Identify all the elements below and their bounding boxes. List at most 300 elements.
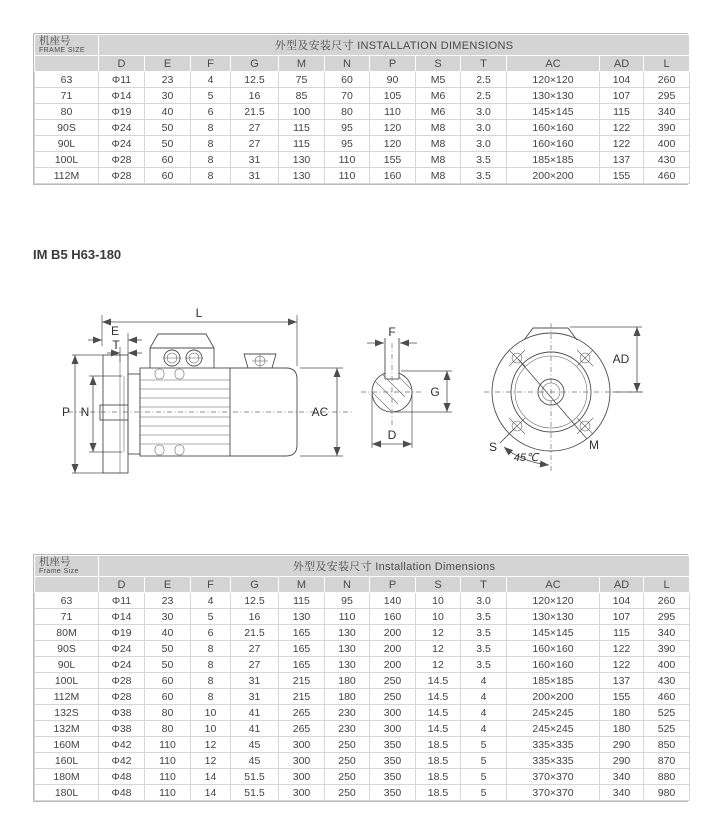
table-cell: 110 [145, 737, 191, 753]
table-cell: 100L [35, 673, 99, 689]
table-cell: 80 [325, 104, 370, 120]
table-cell: Φ48 [99, 785, 145, 801]
table-cell: 3.0 [461, 136, 507, 152]
table-cell: 200 [370, 625, 416, 641]
table-cell: 160×160 [507, 657, 600, 673]
table-cell: 10 [416, 593, 461, 609]
table-cell: 390 [644, 120, 690, 136]
column-header: L [644, 577, 690, 593]
motor-side-view [62, 306, 352, 473]
table-cell: 185×185 [507, 673, 600, 689]
table-row [35, 168, 690, 184]
table-row [35, 593, 690, 609]
table-cell: 200×200 [507, 689, 600, 705]
table-cell: 250 [325, 769, 370, 785]
table-cell: 104 [600, 72, 644, 88]
table-cell: 41 [231, 705, 279, 721]
table-cell: Φ28 [99, 689, 145, 705]
table-cell: M8 [416, 168, 461, 184]
table-cell: 215 [279, 673, 325, 689]
table-cell: 80 [145, 721, 191, 737]
table-cell: 8 [191, 689, 231, 705]
table-cell: 31 [231, 168, 279, 184]
table-cell: 295 [644, 609, 690, 625]
frame-size-label-zh: 机座号 [39, 34, 71, 47]
table-cell: 2.5 [461, 88, 507, 104]
table-cell: 18.5 [416, 769, 461, 785]
dim-label-T: T [112, 338, 120, 352]
table-cell: Φ28 [99, 152, 145, 168]
bolt-hole-icon [577, 418, 593, 434]
table-cell: 245×245 [507, 705, 600, 721]
table-cell: 80M [35, 625, 99, 641]
table-cell: 130 [325, 625, 370, 641]
table-cell: 115 [600, 625, 644, 641]
table-cell: 120×120 [507, 72, 600, 88]
table-cell: 5 [461, 785, 507, 801]
column-header: S [416, 577, 461, 593]
table-cell: 12.5 [231, 72, 279, 88]
table-cell: 8 [191, 136, 231, 152]
table-cell: M6 [416, 104, 461, 120]
table-cell: 350 [370, 737, 416, 753]
table-cell: 45 [231, 753, 279, 769]
column-header: S [416, 56, 461, 72]
table-cell: 160×160 [507, 641, 600, 657]
table-cell: 31 [231, 152, 279, 168]
table-cell: 16 [231, 88, 279, 104]
table-cell: 90 [370, 72, 416, 88]
table-row [35, 785, 690, 801]
table-cell: 4 [191, 593, 231, 609]
table-cell: 18.5 [416, 753, 461, 769]
table-cell: 180 [600, 705, 644, 721]
column-header: AD [600, 577, 644, 593]
table-title-row [35, 35, 690, 56]
table-row [35, 152, 690, 168]
table-cell: 6 [191, 625, 231, 641]
table-cell: 525 [644, 721, 690, 737]
table-cell: 180 [600, 721, 644, 737]
table-cell: 390 [644, 641, 690, 657]
table-cell: Φ14 [99, 88, 145, 104]
column-header-row [35, 56, 690, 72]
table-cell: 120 [370, 120, 416, 136]
table-cell: 110 [325, 168, 370, 184]
table-cell: M5 [416, 72, 461, 88]
table-cell: 115 [600, 104, 644, 120]
table-cell: 95 [325, 136, 370, 152]
table-cell: 340 [644, 625, 690, 641]
table-cell: 350 [370, 769, 416, 785]
table-cell: M8 [416, 120, 461, 136]
table-row [35, 641, 690, 657]
table-cell: Φ19 [99, 104, 145, 120]
table-row [35, 120, 690, 136]
table-cell: 130 [325, 657, 370, 673]
table-cell: 14.5 [416, 721, 461, 737]
table-cell: 112M [35, 689, 99, 705]
table-cell: Φ19 [99, 625, 145, 641]
table-cell: 5 [461, 769, 507, 785]
table-cell: 12 [416, 625, 461, 641]
table-cell: 8 [191, 641, 231, 657]
table-cell: 300 [370, 705, 416, 721]
column-header: F [191, 56, 231, 72]
table-cell: 107 [600, 609, 644, 625]
table-cell: 250 [325, 785, 370, 801]
column-header: P [370, 577, 416, 593]
installation-drawing [60, 296, 652, 524]
table-cell: 104 [600, 593, 644, 609]
dim-label-G: G [430, 385, 440, 399]
table-cell: 120 [370, 136, 416, 152]
table-cell: 12 [191, 753, 231, 769]
table-cell: 300 [370, 721, 416, 737]
table-cell: 122 [600, 657, 644, 673]
column-header: D [99, 56, 145, 72]
table-row [35, 88, 690, 104]
table-cell: 250 [325, 753, 370, 769]
table-cell: 180 [325, 673, 370, 689]
table-cell: 90L [35, 136, 99, 152]
table-cell: 2.5 [461, 72, 507, 88]
table-cell: 12 [191, 737, 231, 753]
table-cell: 27 [231, 657, 279, 673]
table-cell: 27 [231, 641, 279, 657]
dim-label-AC: AC [311, 405, 329, 419]
table-cell: 90S [35, 641, 99, 657]
table-cell: 5 [461, 753, 507, 769]
table-cell: 23 [145, 593, 191, 609]
table-cell: Φ24 [99, 657, 145, 673]
table-cell: 95 [325, 593, 370, 609]
table-cell: 160M [35, 737, 99, 753]
table-cell: M6 [416, 88, 461, 104]
shaft-section-view [351, 325, 452, 448]
table-cell: 145×145 [507, 625, 600, 641]
dim-label-M: M [589, 438, 599, 452]
dimensions-table-bottom [33, 554, 688, 802]
table-cell: 3.0 [461, 120, 507, 136]
column-header: E [145, 56, 191, 72]
dim-label-D: D [387, 428, 397, 442]
table-row [35, 625, 690, 641]
table-row [35, 72, 690, 88]
table-row [35, 104, 690, 120]
table-cell: 130 [279, 609, 325, 625]
column-header: P [370, 56, 416, 72]
table-cell: 122 [600, 641, 644, 657]
dim-label-P: P [61, 405, 71, 419]
table-cell: 3.5 [461, 168, 507, 184]
table-cell: 31 [231, 689, 279, 705]
table-cell: 130 [279, 152, 325, 168]
table-cell: 27 [231, 120, 279, 136]
table-cell: 4 [461, 705, 507, 721]
table-cell: 70 [325, 88, 370, 104]
table-cell: 60 [145, 152, 191, 168]
table-cell: 340 [644, 104, 690, 120]
table-cell: 75 [279, 72, 325, 88]
table-cell: 27 [231, 136, 279, 152]
table-title: 外型及安装尺寸 INSTALLATION DIMENSIONS [99, 35, 690, 56]
table-cell: 90L [35, 657, 99, 673]
table-cell: 340 [600, 769, 644, 785]
table-cell: 71 [35, 88, 99, 104]
table-cell: M8 [416, 136, 461, 152]
table-cell: 300 [279, 753, 325, 769]
table-cell: 63 [35, 593, 99, 609]
table-cell: 110 [370, 104, 416, 120]
table-cell: 265 [279, 705, 325, 721]
table-cell: 60 [145, 168, 191, 184]
table-cell: 160×160 [507, 120, 600, 136]
table-cell: 155 [370, 152, 416, 168]
table-cell: 250 [370, 673, 416, 689]
table-cell: 8 [191, 168, 231, 184]
table-cell: 430 [644, 673, 690, 689]
table-cell: 260 [644, 72, 690, 88]
column-header: L [644, 56, 690, 72]
column-header: F [191, 577, 231, 593]
table-cell: 160L [35, 753, 99, 769]
table-cell: 50 [145, 641, 191, 657]
table-cell: 525 [644, 705, 690, 721]
column-header: N [325, 56, 370, 72]
table-cell: 10 [191, 721, 231, 737]
table-cell: 300 [279, 737, 325, 753]
table-cell: 14 [191, 769, 231, 785]
table-cell: 180M [35, 769, 99, 785]
column-header: T [461, 56, 507, 72]
table-cell: 230 [325, 721, 370, 737]
table-cell: Φ42 [99, 753, 145, 769]
column-header: AC [507, 56, 600, 72]
table-cell: 115 [279, 120, 325, 136]
table-row [35, 721, 690, 737]
table-cell: 120×120 [507, 593, 600, 609]
table-cell: 230 [325, 705, 370, 721]
table-cell: 10 [191, 705, 231, 721]
table-cell: 400 [644, 657, 690, 673]
table-cell: Φ42 [99, 737, 145, 753]
table-cell: 130×130 [507, 609, 600, 625]
table-cell: 122 [600, 136, 644, 152]
table-cell: Φ11 [99, 593, 145, 609]
table-cell: 132M [35, 721, 99, 737]
table-cell: 8 [191, 657, 231, 673]
table-cell: 160 [370, 609, 416, 625]
table-title: 外型及安装尺寸 Installation Dimensions [99, 556, 690, 577]
table-cell: 3.5 [461, 641, 507, 657]
table-cell: 8 [191, 673, 231, 689]
table-cell: 130 [325, 641, 370, 657]
section-label: IM B5 H63-180 [33, 247, 122, 262]
table-cell: Φ14 [99, 609, 145, 625]
table-cell: 295 [644, 88, 690, 104]
table-cell: 400 [644, 136, 690, 152]
table-cell: 3.0 [461, 104, 507, 120]
table-cell: 460 [644, 689, 690, 705]
table-cell: 100 [279, 104, 325, 120]
table-cell: 85 [279, 88, 325, 104]
table-cell: 160×160 [507, 136, 600, 152]
dim-label-E: E [110, 324, 120, 338]
table-cell: 180 [325, 689, 370, 705]
column-header: AD [600, 56, 644, 72]
table-cell: Φ24 [99, 641, 145, 657]
table-row [35, 136, 690, 152]
table-cell: 95 [325, 120, 370, 136]
table-cell: 335×335 [507, 737, 600, 753]
table-cell: 155 [600, 168, 644, 184]
table-cell: 50 [145, 136, 191, 152]
empty-corner-cell [35, 56, 99, 72]
table-cell: Φ48 [99, 769, 145, 785]
table-cell: Φ38 [99, 705, 145, 721]
table-cell: 137 [600, 152, 644, 168]
table-cell: 60 [325, 72, 370, 88]
column-header: M [279, 577, 325, 593]
table-cell: 160 [370, 168, 416, 184]
table-cell: 200 [370, 641, 416, 657]
table-cell: 430 [644, 152, 690, 168]
table-cell: 185×185 [507, 152, 600, 168]
table-cell: 71 [35, 609, 99, 625]
table-cell: 165 [279, 625, 325, 641]
table-cell: 5 [191, 88, 231, 104]
column-header: G [231, 56, 279, 72]
table-cell: 107 [600, 88, 644, 104]
table-cell: 14.5 [416, 705, 461, 721]
table-cell: 4 [461, 689, 507, 705]
table-cell: 3.5 [461, 609, 507, 625]
table-cell: 200×200 [507, 168, 600, 184]
table-cell: 16 [231, 609, 279, 625]
table-cell: 165 [279, 657, 325, 673]
table-cell: 41 [231, 721, 279, 737]
table-cell: 137 [600, 673, 644, 689]
table-cell: 105 [370, 88, 416, 104]
table-cell: 18.5 [416, 785, 461, 801]
table-row [35, 705, 690, 721]
table-cell: 870 [644, 753, 690, 769]
table-cell: 290 [600, 753, 644, 769]
table-cell: 350 [370, 753, 416, 769]
table-cell: 4 [461, 673, 507, 689]
table-cell: 335×335 [507, 753, 600, 769]
table-cell: 8 [191, 120, 231, 136]
table-cell: 460 [644, 168, 690, 184]
table-cell: 200 [370, 657, 416, 673]
flange-front-view [484, 323, 644, 472]
column-header: E [145, 577, 191, 593]
table-cell: Φ24 [99, 120, 145, 136]
table-cell: 850 [644, 737, 690, 753]
table-cell: 340 [600, 785, 644, 801]
table-cell: Φ38 [99, 721, 145, 737]
dim-label-S: S [488, 440, 498, 454]
table-cell: 12 [416, 641, 461, 657]
table-cell: 110 [145, 769, 191, 785]
column-header: N [325, 577, 370, 593]
table-cell: 5 [461, 737, 507, 753]
frame-size-header [35, 35, 99, 56]
table-cell: 880 [644, 769, 690, 785]
column-header: AC [507, 577, 600, 593]
table-cell: 50 [145, 120, 191, 136]
table-cell: 3.5 [461, 657, 507, 673]
table-row [35, 769, 690, 785]
column-header: D [99, 577, 145, 593]
table-cell: 140 [370, 593, 416, 609]
table-row [35, 753, 690, 769]
table-row [35, 609, 690, 625]
table-cell: Φ28 [99, 673, 145, 689]
table-cell: 60 [145, 673, 191, 689]
table-cell: 145×145 [507, 104, 600, 120]
table-cell: 110 [145, 785, 191, 801]
table-cell: 290 [600, 737, 644, 753]
table-row [35, 689, 690, 705]
table-cell: 21.5 [231, 104, 279, 120]
table-cell: 4 [191, 72, 231, 88]
table-cell: 250 [325, 737, 370, 753]
frame-size-label-en: Frame Size [39, 568, 79, 576]
table-cell: 100L [35, 152, 99, 168]
dim-label-F: F [388, 325, 396, 339]
table-cell: 18.5 [416, 737, 461, 753]
column-header: M [279, 56, 325, 72]
table-cell: 30 [145, 88, 191, 104]
dim-label-L: L [195, 306, 203, 320]
dim-label-AD: AD [612, 352, 630, 366]
table-cell: 14 [191, 785, 231, 801]
table-cell: 112M [35, 168, 99, 184]
table-cell: 12 [416, 657, 461, 673]
table-cell: 80 [35, 104, 99, 120]
table-cell: 300 [279, 785, 325, 801]
column-header: T [461, 577, 507, 593]
dimensions-table-top [33, 33, 688, 185]
table-cell: 980 [644, 785, 690, 801]
table-cell: 5 [191, 609, 231, 625]
table-cell: 4 [461, 721, 507, 737]
table-cell: Φ11 [99, 72, 145, 88]
dim-label-N: N [80, 405, 90, 419]
table-cell: 63 [35, 72, 99, 88]
table-cell: 130 [279, 168, 325, 184]
table-cell: 3.0 [461, 593, 507, 609]
table-cell: 110 [145, 753, 191, 769]
frame-size-label-en: FRAME SIZE [39, 47, 86, 55]
table-cell: 14.5 [416, 673, 461, 689]
table-row [35, 673, 690, 689]
table-cell: 14.5 [416, 689, 461, 705]
frame-size-label-zh: 机座号 [39, 555, 71, 568]
table-cell: 245×245 [507, 721, 600, 737]
table-cell: Φ28 [99, 168, 145, 184]
table-cell: 45 [231, 737, 279, 753]
table-cell: 110 [325, 609, 370, 625]
empty-corner-cell [35, 577, 99, 593]
table-cell: 165 [279, 641, 325, 657]
table-cell: 250 [370, 689, 416, 705]
table-cell: 51.5 [231, 785, 279, 801]
table-cell: Φ24 [99, 136, 145, 152]
table-cell: 50 [145, 657, 191, 673]
